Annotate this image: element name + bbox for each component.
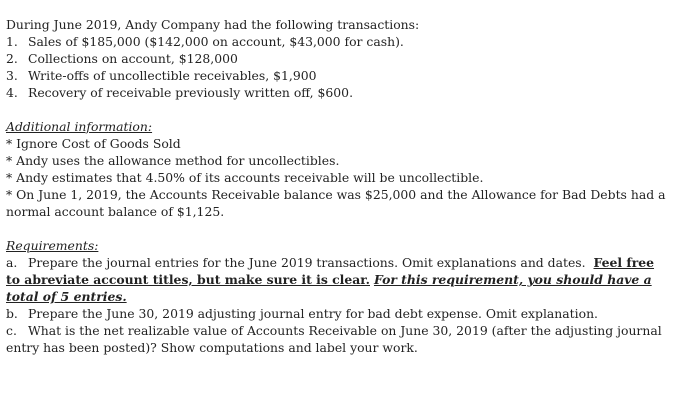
transaction-text: Write-offs of uncollectible receivables, $1,900 [28, 68, 317, 83]
requirement-b [6, 305, 682, 322]
transaction-item [6, 33, 682, 50]
requirement-label: b. [6, 306, 18, 321]
requirement-label: a. [6, 255, 18, 270]
transaction-text: Collections on account, $128,000 [28, 51, 238, 66]
transaction-item [6, 84, 682, 101]
transaction-item [6, 50, 682, 67]
transaction-number: 1. [6, 34, 18, 49]
additional-info-item: * On June 1, 2019, the Accounts Receivable balance was $25,000 and the Allowance for Bad Debts had a normal account balance of $1,125. [6, 187, 666, 219]
requirement-c [6, 322, 666, 356]
transaction-text: Sales of $185,000 ($142,000 on account, $43,000 for cash). [28, 34, 404, 49]
requirement-text: Prepare the journal entries for the June 2019 transactions. Omit explanations and dates. [28, 255, 586, 270]
additional-info-item: * Ignore Cost of Goods Sold [6, 136, 181, 151]
requirement-text: What is the net realizable value of Accounts Receivable on June 30, 2019 (after the adjusting journal entry has been posted)? Show computations and label your work. [6, 323, 662, 355]
transaction-number: 3. [6, 68, 18, 83]
requirement-emphasis: Feel free to abreviate account titles, but make sure it is clear. [6, 255, 655, 287]
additional-info-heading: Additional information: [6, 119, 153, 134]
intro-text: During June 2019, Andy Company had the following transactions: [6, 17, 420, 32]
additional-info-item: * Andy estimates that 4.50% of its accounts receivable will be uncollectible. [6, 170, 484, 185]
requirements-heading: Requirements: [6, 238, 99, 253]
transaction-text: Recovery of receivable previously written off, $600. [28, 85, 354, 100]
requirement-text: Prepare the June 30, 2019 adjusting journal entry for bad debt expense. Omit explanation. [28, 306, 598, 321]
transaction-item [6, 67, 682, 84]
requirement-label: c. [6, 323, 17, 338]
transaction-number: 4. [6, 85, 18, 100]
additional-info-item: * Andy uses the allowance method for uncollectibles. [6, 153, 340, 168]
requirement-note: For this requirement, you should have a total of 5 entries. [6, 272, 652, 304]
transaction-number: 2. [6, 51, 18, 66]
requirement-a [6, 254, 666, 305]
